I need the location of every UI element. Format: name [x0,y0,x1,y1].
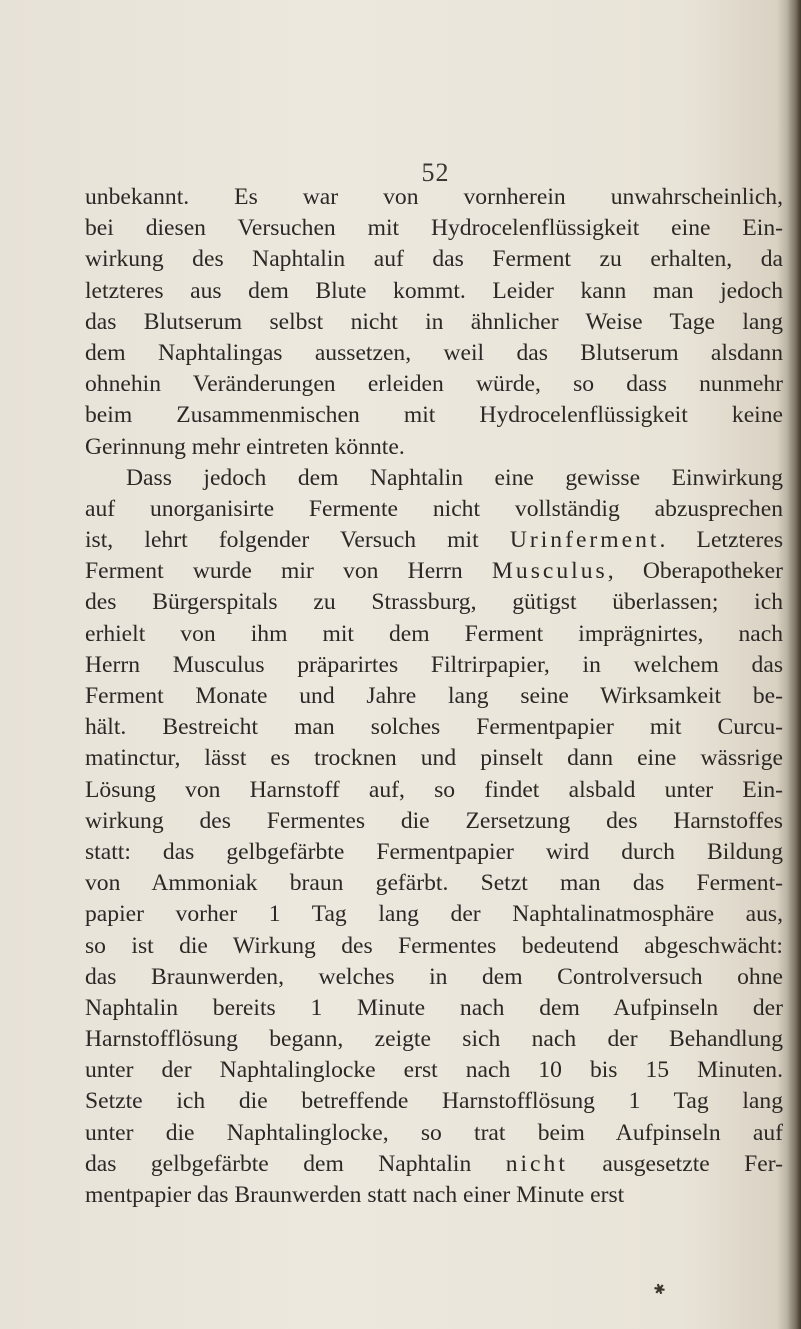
text-line: von Ammoniak braun gefärbt. Setzt man das Ferment- [85,870,783,897]
page-number: 52 [421,158,450,187]
text-line: statt: das gelbgefärbte Fermentpapier wird durch Bildung [85,838,783,865]
text-line: das gelbgefärbte dem Naphtalin nicht ausgesetzte Fer- [85,1150,783,1177]
text-line: Ferment wurde mir von Herrn Musculus, Oberapotheker [85,558,783,585]
text-line: wirkung des Fermentes die Zersetzung des Harnstoffes [85,807,783,834]
text-line: Gerinnung mehr eintreten könnte. [85,433,405,460]
text-line: des Bürgerspitals zu Strassburg, gütigst überlassen; ich [85,589,783,616]
text-line: unbekannt. Es war von vornherein unwahrscheinlich, [85,184,783,210]
text-line: Ferment Monate und Jahre lang seine Wirksamkeit be- [85,683,783,709]
text-line: Lösung von Harnstoff auf, so findet alsbald unter Ein- [85,776,783,803]
text-line: ist, lehrt folgender Versuch mit Urinferment. Letzteres [85,527,783,554]
text-line: das Braunwerden, welches in dem Controlversuch ohne [85,963,783,990]
body-text [85,182,783,1211]
text-line: auf unorganisirte Fermente nicht vollständig abzusprechen [85,495,783,522]
text-line: matinctur, lässt es trocknen und pinselt dann eine wässrige [85,745,783,772]
page-edge-shadow [787,0,801,1329]
text-line: Herrn Musculus präparirtes Filtrirpapier, in welchem das [85,651,783,678]
text-line: letzteres aus dem Blute kommt. Leider kann man jedoch [85,277,783,304]
text-line: dem Naphtalingas aussetzen, weil das Blutserum alsdann [85,339,783,366]
footer-mark: ✱ [651,1280,669,1300]
text-line: unter der Naphtalinglocke erst nach 10 bis 15 Minuten. [85,1057,783,1084]
text-line: mentpapier das Braunwerden statt nach einer Minute erst [85,1182,625,1208]
text-line: so ist die Wirkung des Fermentes bedeutend abgeschwächt: [85,932,783,959]
emphasized-word: Urinferment [509,527,660,554]
text-line: Harnstofflösung begann, zeigte sich nach der Behandlung [85,1026,783,1053]
text-line: ohnehin Veränderungen erleiden würde, so dass nunmehr [85,371,783,398]
text-line: hält. Bestreicht man solches Fermentpapier mit Curcu- [85,714,783,741]
text-line: das Blutserum selbst nicht in ähnlicher Weise Tage lang [85,308,783,335]
text-line: Naphtalin bereits 1 Minute nach dem Aufpinseln der [85,994,783,1021]
text-line: bei diesen Versuchen mit Hydrocelenflüssigkeit eine Ein- [85,215,783,242]
text-line: Setzte ich die betreffende Harnstofflösung 1 Tag lang [85,1088,783,1115]
text-line: erhielt von ihm mit dem Ferment imprägnirtes, nach [85,620,783,647]
text-line: unter die Naphtalinglocke, so trat beim Aufpinseln auf [85,1119,783,1146]
emphasized-word: Musculus [491,558,608,585]
emphasized-word: nicht [505,1150,568,1177]
text-line: beim Zusammenmischen mit Hydrocelenflüssigkeit keine [85,402,783,429]
text-line: wirkung des Naphtalin auf das Ferment zu erhalten, da [85,246,783,273]
text-line: papier vorher 1 Tag lang der Naphtalinatmosphäre aus, [85,901,783,928]
text-line: Dass jedoch dem Naphtalin eine gewisse Einwirkung [126,464,783,491]
